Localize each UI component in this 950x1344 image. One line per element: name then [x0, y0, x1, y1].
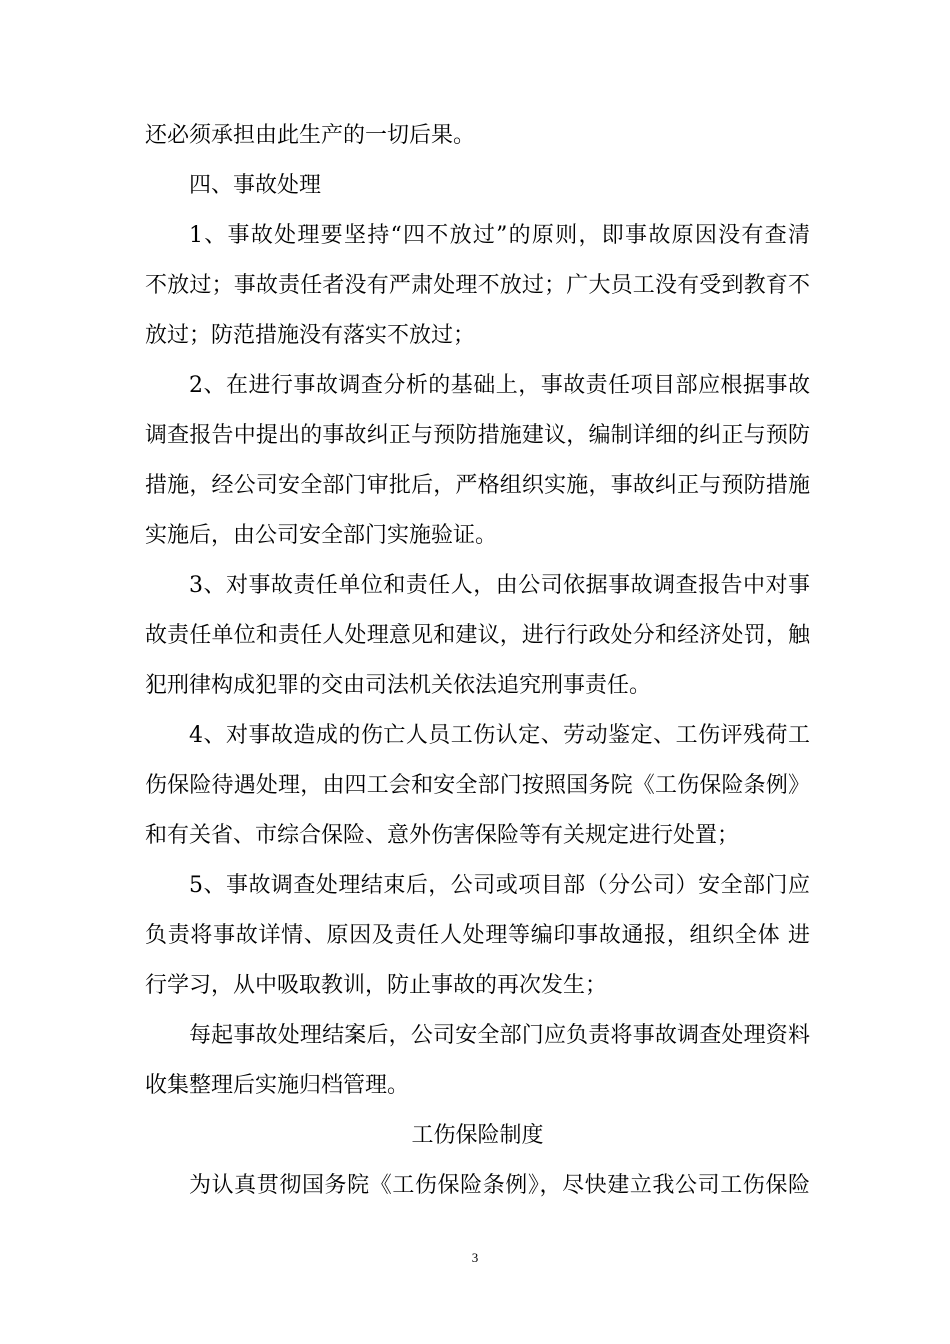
text-line: 2、在进行事故调查分析的基础上，事故责任项目部应根据事故	[189, 373, 810, 398]
text-line: 不放过；事故责任者没有严肃处理不放过；广大员工没有受到教育不	[145, 273, 810, 298]
text-line: 和有关省、市综合保险、意外伤害保险等有关规定进行处置；	[145, 823, 740, 848]
text-line: 行学习，从中吸取教训，防止事故的再次发生；	[145, 973, 608, 998]
section-heading: 四、事故处理	[189, 173, 322, 198]
text-line: 犯刑律构成犯罪的交由司法机关依法追究刑事责任。	[145, 673, 652, 698]
text-line: 负责将事故详情、原因及责任人处理等编印事故通报，组织全体 进	[145, 923, 810, 948]
section-title: 工伤保险制度	[411, 1123, 544, 1148]
text-line: 措施，经公司安全部门审批后，严格组织实施，事故纠正与预防措施	[145, 473, 810, 498]
text-line: 3、对事故责任单位和责任人，由公司依据事故调查报告中对事	[189, 573, 810, 598]
text-line: 1、事故处理要坚持“四不放过”的原则，即事故原因没有查清	[189, 223, 810, 248]
text-line: 放过；防范措施没有落实不放过；	[145, 323, 476, 348]
text-line: 调查报告中提出的事故纠正与预防措施建议，编制详细的纠正与预防	[145, 423, 810, 448]
text-line: 实施后，由公司安全部门实施验证。	[145, 523, 498, 548]
text-line: 收集整理后实施归档管理。	[145, 1073, 410, 1098]
page-number: 3	[471, 1250, 479, 1265]
text-line: 5、事故调查处理结束后，公司或项目部（分公司）安全部门应	[189, 873, 810, 898]
text-line: 4、对事故造成的伤亡人员工伤认定、劳动鉴定、工伤评残荷工	[189, 723, 810, 748]
text-line: 每起事故处理结案后，公司安全部门应负责将事故调查处理资料	[189, 1023, 810, 1048]
text-line: 伤保险待遇处理，由四工会和安全部门按照国务院《工伤保险条例》	[145, 773, 810, 798]
text-line: 为认真贯彻国务院《工伤保险条例》，尽快建立我公司工伤保险	[189, 1173, 810, 1198]
text-line: 故责任单位和责任人处理意见和建议，进行行政处分和经济处罚，触	[145, 623, 810, 648]
text-line: 还必须承担由此生产的一切后果。	[145, 123, 476, 148]
